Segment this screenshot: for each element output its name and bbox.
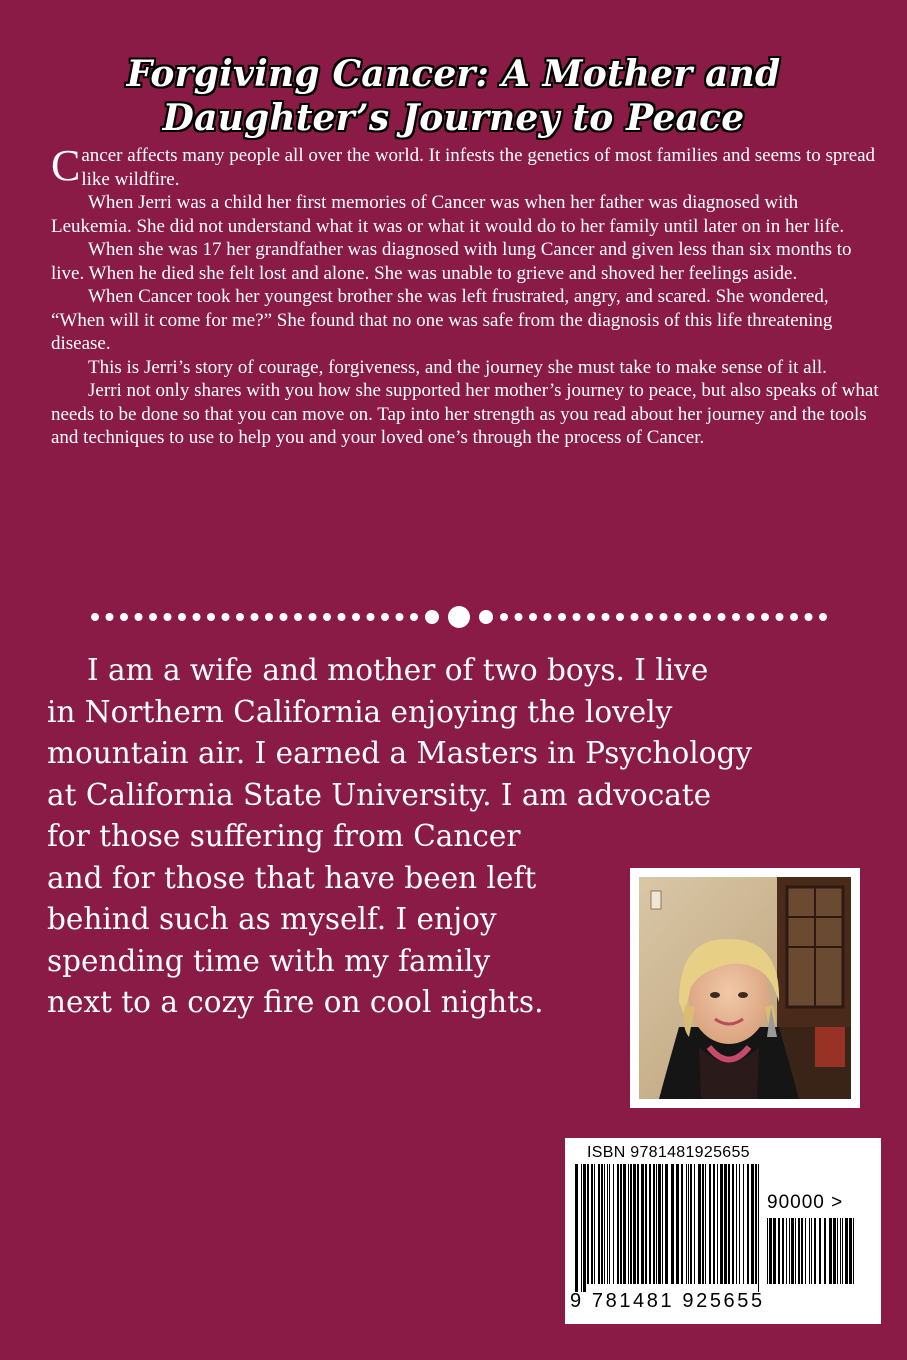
barcode-bar	[814, 1218, 816, 1284]
barcode-bar	[601, 1164, 603, 1284]
barcode-bar	[702, 1164, 704, 1284]
author-portrait-image	[639, 877, 851, 1099]
barcode-bar	[633, 1164, 636, 1284]
barcode-bar	[786, 1218, 787, 1284]
divider-dot	[573, 613, 581, 621]
synopsis-paragraph-2: When Jerri was a child her first memories of Cancer was when her father was diagnosed with Leukemia. She did not understand what it was or what it would do to her family until later on in her life.	[51, 192, 845, 237]
barcode-bar	[751, 1164, 754, 1284]
author-photo	[630, 868, 860, 1108]
divider-dot	[645, 613, 653, 621]
divider-dot	[674, 613, 682, 621]
bio-line: in Northern California enjoying the lovely	[47, 694, 673, 729]
divider-dot	[544, 613, 552, 621]
barcode-bar	[809, 1218, 810, 1284]
main-barcode-bars	[573, 1164, 763, 1292]
divider-dot	[631, 613, 639, 621]
divider-dot	[703, 613, 711, 621]
barcode-bar	[743, 1164, 744, 1284]
barcode-bar	[767, 1218, 768, 1284]
divider-dot	[222, 613, 230, 621]
bio-line: for those suffering from Cancer	[47, 819, 521, 853]
barcode-bar	[849, 1218, 852, 1284]
bio-line: next to a cozy fire on cool nights.	[47, 985, 544, 1019]
synopsis-paragraph-1	[51, 141, 881, 191]
barcode-bar	[641, 1164, 644, 1284]
barcode-bar	[628, 1164, 629, 1284]
divider-dot	[381, 613, 389, 621]
divider-dot	[135, 613, 143, 621]
barcode-bar	[713, 1164, 715, 1284]
synopsis-paragraph-6: Jerri not only shares with you how she supported her mother’s journey to peace, but also speaks of what needs to be done so that you can move on. Tap into her strength as you read about her journey and the tools and techniques to use to help you and your loved one’s through the process of Cancer.	[51, 380, 879, 448]
synopsis	[51, 141, 881, 450]
divider-dot	[805, 613, 813, 621]
divider-dot	[616, 613, 624, 621]
barcode-bar	[591, 1164, 593, 1284]
barcode-bar	[789, 1218, 790, 1284]
barcode-bar	[649, 1164, 651, 1284]
divider-dot	[236, 613, 244, 621]
barcode-bar	[819, 1218, 821, 1284]
barcode-bar	[782, 1218, 784, 1284]
bio-line: I am a wife and mother of two boys. I live	[87, 653, 709, 687]
divider-dot	[309, 613, 317, 621]
bio-line: at California State University. I am advocate	[47, 777, 712, 812]
bio-line: behind such as myself. I enjoy	[47, 902, 497, 936]
barcode-bar	[728, 1164, 730, 1284]
barcode-bar	[736, 1164, 737, 1284]
barcode-bar	[840, 1218, 841, 1284]
barcode-bar	[758, 1164, 759, 1292]
barcode-bar	[791, 1218, 794, 1284]
isbn-barcode	[565, 1138, 881, 1324]
dotted-divider	[74, 604, 844, 630]
synopsis-paragraph-5: This is Jerri’s story of courage, forgiveness, and the journey she must take to make sense of it all.	[88, 356, 827, 378]
barcode-bar	[795, 1218, 796, 1284]
divider-dot	[294, 613, 302, 621]
barcode-bar	[773, 1218, 776, 1284]
divider-dot	[91, 613, 99, 621]
barcode-bar	[656, 1164, 657, 1284]
barcode-bar	[671, 1164, 674, 1284]
divider-dot	[558, 613, 566, 621]
synopsis-paragraph-4: When Cancer took her youngest brother she was left frustrated, angry, and scared. She wondered, “When will it come for me?” She found that no one was safe from the diagnosis of this life threatening disease.	[51, 286, 833, 354]
bio-line: mountain air. I earned a Masters in Psychology	[47, 736, 753, 770]
divider-dot	[602, 613, 610, 621]
barcode-bar	[623, 1164, 626, 1284]
isbn-digits: 9 781481 925655	[570, 1290, 765, 1312]
barcode-bar	[845, 1218, 848, 1284]
bio-line: spending time with my family	[47, 943, 491, 978]
barcode-bar	[676, 1164, 679, 1284]
divider-dot	[338, 613, 346, 621]
divider-dot	[106, 613, 114, 621]
divider-dot	[367, 613, 375, 621]
barcode-bar	[609, 1164, 610, 1284]
barcode-bar	[604, 1164, 605, 1284]
divider-dot	[587, 613, 595, 621]
barcode-bar	[709, 1164, 711, 1284]
divider-dot	[515, 613, 523, 621]
divider-dot	[660, 613, 668, 621]
synopsis-paragraph-3: When she was 17 her grandfather was diagnosed with lung Cancer and given less than six months to live. When he died she felt lost and alone. She was unable to grieve and shoved her feelings aside.	[51, 239, 852, 284]
divider-dot	[207, 613, 215, 621]
divider-dot	[178, 613, 186, 621]
barcode-bar	[645, 1164, 647, 1284]
barcode-bar	[581, 1164, 582, 1292]
barcode-bar	[824, 1218, 826, 1284]
divider-dot	[265, 613, 273, 621]
divider-dot	[280, 613, 288, 621]
barcode-bar	[587, 1164, 589, 1284]
divider-dot	[479, 610, 493, 624]
barcode-bar	[778, 1218, 780, 1284]
book-title-line-1: Forgiving Cancer: A Mother and	[126, 53, 781, 95]
divider-dot	[149, 613, 157, 621]
barcode-bar	[686, 1164, 687, 1284]
barcode-bar	[705, 1164, 706, 1284]
barcode-bar	[769, 1218, 772, 1284]
book-title	[0, 52, 907, 140]
barcode-bar	[694, 1164, 695, 1284]
barcode-bar	[829, 1218, 832, 1284]
barcode-bar	[690, 1164, 692, 1284]
divider-dot	[819, 613, 827, 621]
barcode-bar	[607, 1164, 608, 1284]
barcode-bar	[732, 1164, 734, 1284]
divider-dot	[689, 613, 697, 621]
barcode-bar	[811, 1218, 812, 1284]
barcode-bar	[630, 1164, 632, 1284]
barcode-bar	[717, 1164, 718, 1284]
barcode-bar	[598, 1164, 600, 1284]
isbn-label: ISBN 9781481925655	[587, 1144, 750, 1161]
price-code: 90000 >	[767, 1192, 844, 1213]
divider-dot	[790, 613, 798, 621]
barcode-bar	[842, 1218, 843, 1284]
drop-cap: C	[51, 141, 81, 190]
barcode-bar	[653, 1164, 655, 1284]
divider-dot	[323, 613, 331, 621]
barcode-bar	[801, 1218, 803, 1284]
divider-dot	[193, 613, 201, 621]
barcode-bar	[698, 1164, 701, 1284]
barcode-bar	[620, 1164, 622, 1284]
divider-dot	[164, 613, 172, 621]
divider-dot	[747, 613, 755, 621]
divider-dot	[396, 613, 404, 621]
barcode-bar	[724, 1164, 727, 1284]
divider-dot	[718, 613, 726, 621]
barcode-bar	[805, 1218, 806, 1284]
addon-barcode-bars	[765, 1218, 857, 1292]
divider-center-dot	[448, 606, 470, 628]
divider-dot	[120, 613, 128, 621]
divider-dot	[425, 610, 439, 624]
book-title-line-2: Daughter’s Journey to Peace	[162, 97, 745, 139]
barcode-bar	[658, 1164, 661, 1284]
divider-dot	[251, 613, 259, 621]
barcode-bar	[837, 1218, 838, 1284]
barcode-bar	[798, 1218, 800, 1284]
barcode-bar	[613, 1164, 614, 1284]
divider-dot	[410, 613, 418, 621]
barcode-bar	[662, 1164, 663, 1284]
barcode-bar	[665, 1164, 668, 1284]
barcode-bar	[720, 1164, 723, 1284]
barcode-bar	[681, 1164, 683, 1284]
divider-dot	[529, 613, 537, 621]
barcode-bar	[853, 1218, 854, 1284]
divider-dot	[732, 613, 740, 621]
barcode-bar	[583, 1164, 586, 1292]
divider-dot	[500, 613, 508, 621]
barcode-bar	[617, 1164, 619, 1284]
barcode-bar	[739, 1164, 740, 1284]
barcode-bar	[833, 1218, 836, 1284]
barcode-bar	[755, 1164, 757, 1284]
divider-dot	[761, 613, 769, 621]
synopsis-paragraph-1-text: ancer affects many people all over the world. It infests the genetics of most families and seems to spread like wildfire.	[81, 145, 876, 190]
barcode-bar	[594, 1164, 595, 1284]
bio-line: and for those that have been left	[47, 860, 537, 895]
divider-dot	[776, 613, 784, 621]
barcode-bar	[688, 1164, 689, 1284]
barcode-bar	[747, 1164, 749, 1284]
barcode-bar	[575, 1164, 578, 1292]
divider-dot	[352, 613, 360, 621]
barcode-bar	[637, 1164, 639, 1284]
